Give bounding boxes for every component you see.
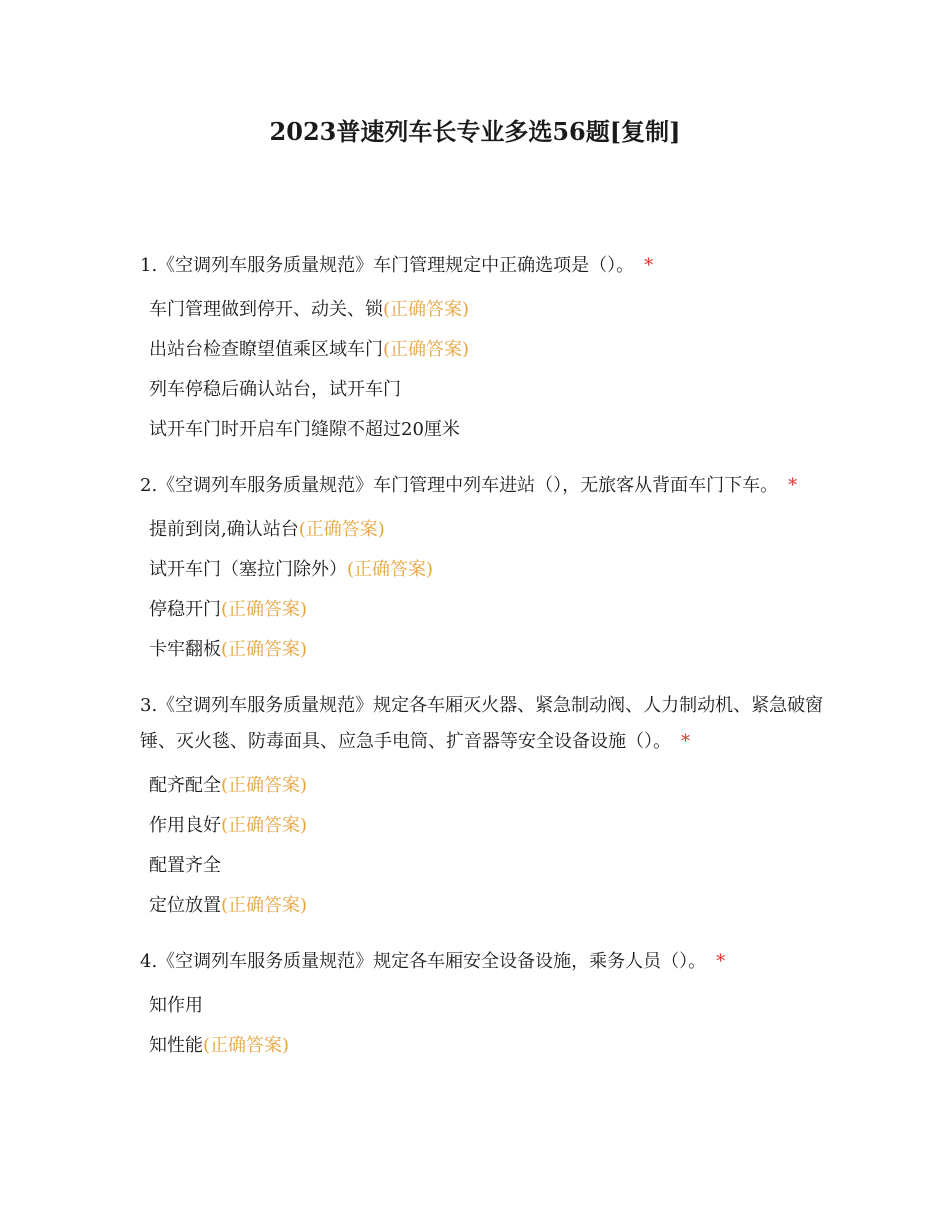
option <box>140 766 830 806</box>
correct-answer-tag: (正确答案) <box>221 815 308 836</box>
correct-answer-tag: (正确答案) <box>221 639 308 660</box>
option-label: 出站台检查瞭望值乘区域车门 <box>149 339 383 360</box>
option <box>140 590 830 630</box>
option-label: 配置齐全 <box>149 855 221 876</box>
option <box>140 630 830 670</box>
option-label: 配齐配全 <box>149 775 221 796</box>
option-label: 定位放置 <box>149 895 221 916</box>
option-label: 列车停稳后确认站台，试开车门 <box>149 379 401 400</box>
correct-answer-tag: (正确答案) <box>203 1035 290 1056</box>
question-4 <box>140 944 830 1066</box>
question-text: 2.《空调列车服务质量规范》车门管理中列车进站（），无旅客从背面车门下车。 <box>140 475 779 496</box>
option-label: 试开车门时开启车门缝隙不超过20厘米 <box>149 419 460 440</box>
question-3 <box>140 688 830 926</box>
correct-answer-tag: (正确答案) <box>298 519 385 540</box>
option-label: 试开车门（塞拉门除外） <box>149 559 347 580</box>
option <box>140 846 830 886</box>
option <box>140 1026 830 1066</box>
question-text: 3.《空调列车服务质量规范》规定各车厢灭火器、紧急制动阀、人力制动机、紧急破窗锤、灭火毯、防毒面具、应急手电筒、扩音器等安全设备设施（）。 <box>140 695 824 752</box>
correct-answer-tag: (正确答案) <box>347 559 434 580</box>
required-mark: * <box>716 951 726 972</box>
option <box>140 510 830 550</box>
option <box>140 410 830 450</box>
required-mark: * <box>681 731 690 752</box>
option <box>140 986 830 1026</box>
required-mark: * <box>644 255 654 276</box>
option <box>140 290 830 330</box>
option-label: 车门管理做到停开、动关、锁 <box>149 299 383 320</box>
correct-answer-tag: (正确答案) <box>221 775 308 796</box>
option <box>140 330 830 370</box>
correct-answer-tag: (正确答案) <box>221 895 308 916</box>
option-label: 停稳开门 <box>149 599 221 620</box>
option-label: 卡牢翻板 <box>149 639 221 660</box>
correct-answer-tag: (正确答案) <box>221 599 308 620</box>
option <box>140 806 830 846</box>
question-2 <box>140 468 830 670</box>
correct-answer-tag: (正确答案) <box>383 299 470 320</box>
option <box>140 370 830 410</box>
option-label: 作用良好 <box>149 815 221 836</box>
option <box>140 886 830 926</box>
required-mark: * <box>788 475 798 496</box>
option-label: 知作用 <box>149 995 203 1016</box>
question-text: 1.《空调列车服务质量规范》车门管理规定中正确选项是（）。 <box>140 255 635 276</box>
question-text: 4.《空调列车服务质量规范》规定各车厢安全设备设施，乘务人员（）。 <box>140 951 707 972</box>
question-1 <box>140 248 830 450</box>
correct-answer-tag: (正确答案) <box>383 339 470 360</box>
option-label: 提前到岗,确认站台 <box>149 519 299 540</box>
option-label: 知性能 <box>149 1035 203 1056</box>
option <box>140 550 830 590</box>
question-list <box>140 248 830 1084</box>
page-title: 2023普速列车长专业多选56题[复制] <box>269 117 681 146</box>
